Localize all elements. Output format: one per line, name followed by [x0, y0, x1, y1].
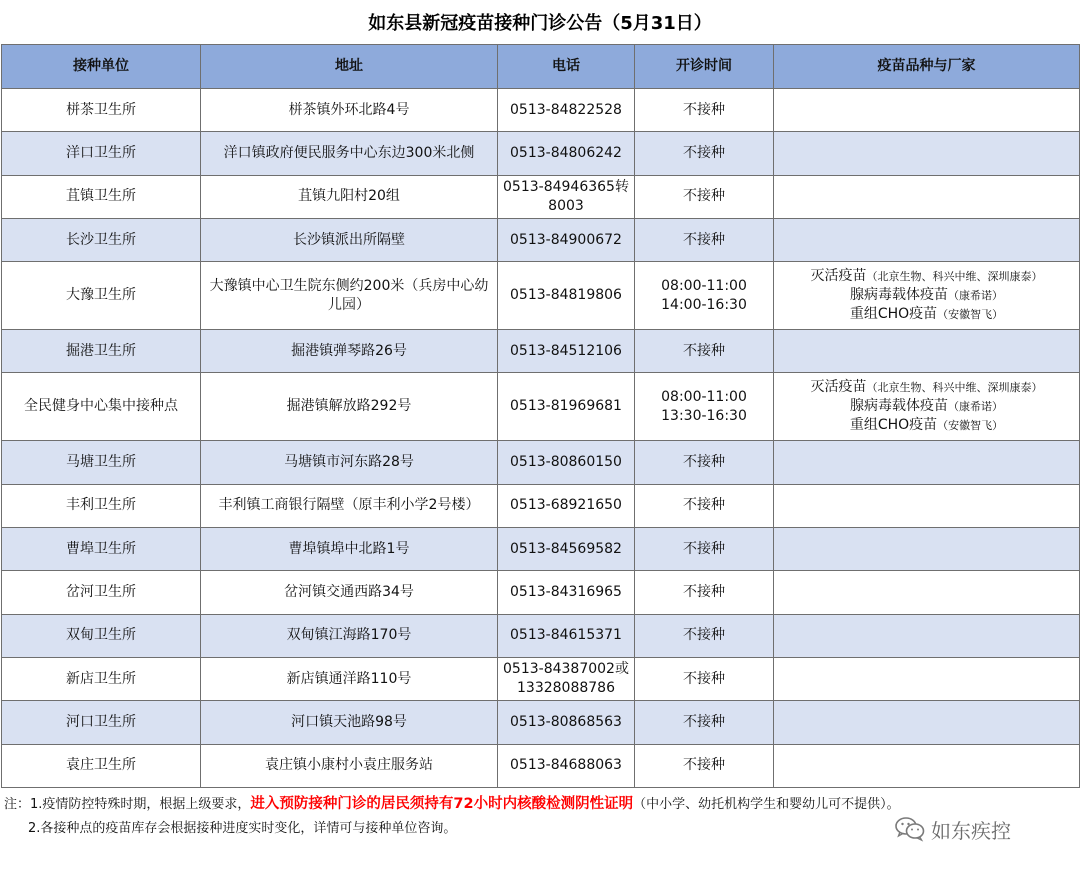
cell-vaccines	[774, 175, 1080, 218]
cell-phone: 0513-80860150	[498, 441, 635, 484]
watermark-text: 如东疾控	[931, 818, 1011, 843]
cell-phone: 0513-84822528	[498, 89, 635, 132]
cell-address: 双甸镇江海路170号	[201, 614, 498, 657]
cell-unit: 袁庄卫生所	[2, 744, 201, 787]
cell-address: 掘港镇弹琴路26号	[201, 330, 498, 373]
vaccine-line	[778, 397, 1075, 416]
cell-vaccines	[774, 657, 1080, 700]
cell-hours: 不接种	[635, 330, 774, 373]
page-title: 如东县新冠疫苗接种门诊公告（5月31日）	[368, 13, 712, 34]
cell-unit: 河口卫生所	[2, 701, 201, 744]
cell-vaccines	[774, 262, 1080, 330]
cell-unit: 掘港卫生所	[2, 330, 201, 373]
footnote-1	[4, 790, 1080, 814]
vaccine-line	[778, 305, 1075, 324]
cell-vaccines	[774, 484, 1080, 527]
cell-vaccines	[774, 528, 1080, 571]
wechat-icon	[895, 816, 925, 842]
table-row	[2, 89, 1080, 132]
vaccine-maker: （安徽智飞）	[937, 308, 1004, 322]
cell-unit: 岔河卫生所	[2, 571, 201, 614]
footnote-1-suffix: （中小学、幼托机构学生和婴幼儿可不提供）。	[633, 796, 900, 812]
table-row	[2, 614, 1080, 657]
cell-unit: 曹埠卫生所	[2, 528, 201, 571]
cell-address: 河口镇天池路98号	[201, 701, 498, 744]
cell-hours: 不接种	[635, 441, 774, 484]
column-header-vaccines: 疫苗品种与厂家	[774, 45, 1080, 89]
cell-phone: 0513-84387002或13328088786	[498, 657, 635, 700]
table-row	[2, 484, 1080, 527]
cell-address: 洋口镇政府便民服务中心东边300米北侧	[201, 132, 498, 175]
cell-hours: 不接种	[635, 484, 774, 527]
vaccine-name: 腺病毒载体疫苗	[850, 287, 948, 304]
cell-address: 苴镇九阳村20组	[201, 175, 498, 218]
cell-vaccines	[774, 441, 1080, 484]
table-row	[2, 373, 1080, 441]
cell-phone: 0513-84688063	[498, 744, 635, 787]
cell-vaccines	[774, 744, 1080, 787]
cell-vaccines	[774, 218, 1080, 261]
cell-unit: 大豫卫生所	[2, 262, 201, 330]
clinic-schedule-table	[1, 44, 1080, 788]
cell-phone: 0513-84806242	[498, 132, 635, 175]
cell-hours: 不接种	[635, 89, 774, 132]
cell-address: 丰利镇工商银行隔壁（原丰利小学2号楼）	[201, 484, 498, 527]
footnote-1-text: 1.疫情防控特殊时期，根据上级要求，	[30, 796, 251, 812]
vaccine-name: 腺病毒载体疫苗	[850, 398, 948, 415]
cell-hours: 不接种	[635, 571, 774, 614]
vaccine-maker: （北京生物、科兴中维、深圳康泰）	[866, 270, 1043, 284]
vaccine-name: 灭活疫苗	[810, 379, 867, 396]
cell-unit: 双甸卫生所	[2, 614, 201, 657]
column-header-hours: 开诊时间	[635, 45, 774, 89]
table-row	[2, 657, 1080, 700]
cell-hours: 不接种	[635, 132, 774, 175]
cell-phone: 0513-84316965	[498, 571, 635, 614]
table-row	[2, 330, 1080, 373]
vaccine-maker: （安徽智飞）	[937, 419, 1004, 433]
cell-address: 掘港镇解放路292号	[201, 373, 498, 441]
cell-address: 长沙镇派出所隔壁	[201, 218, 498, 261]
table-row	[2, 701, 1080, 744]
cell-address: 大豫镇中心卫生院东侧约200米（兵房中心幼儿园）	[201, 262, 498, 330]
cell-vaccines	[774, 701, 1080, 744]
vaccine-name: 重组CHO疫苗	[849, 417, 938, 434]
cell-address: 马塘镇市河东路28号	[201, 441, 498, 484]
cell-address: 曹埠镇埠中北路1号	[201, 528, 498, 571]
table-row	[2, 441, 1080, 484]
cell-phone: 0513-84900672	[498, 218, 635, 261]
cell-hours: 不接种	[635, 528, 774, 571]
cell-unit: 栟茶卫生所	[2, 89, 201, 132]
column-header-unit: 接种单位	[2, 45, 201, 89]
cell-vaccines	[774, 89, 1080, 132]
cell-unit: 长沙卫生所	[2, 218, 201, 261]
cell-unit: 马塘卫生所	[2, 441, 201, 484]
cell-vaccines	[774, 330, 1080, 373]
table-row	[2, 132, 1080, 175]
table-row	[2, 218, 1080, 261]
cell-address: 新店镇通洋路110号	[201, 657, 498, 700]
cell-address: 岔河镇交通西路34号	[201, 571, 498, 614]
footnote-2: 2.各接种点的疫苗库存会根据接种进度实时变化，详情可与接种单位咨询。	[28, 820, 457, 836]
vaccine-line	[778, 378, 1075, 397]
cell-hours: 不接种	[635, 175, 774, 218]
vaccine-name: 重组CHO疫苗	[849, 306, 938, 323]
cell-hours: 不接种	[635, 657, 774, 700]
cell-hours: 不接种	[635, 218, 774, 261]
column-header-phone: 电话	[498, 45, 635, 89]
vaccine-name: 灭活疫苗	[810, 268, 867, 285]
cell-phone: 0513-80868563	[498, 701, 635, 744]
cell-phone: 0513-84569582	[498, 528, 635, 571]
cell-vaccines	[774, 132, 1080, 175]
cell-phone: 0513-81969681	[498, 373, 635, 441]
footnote-1-highlight: 进入预防接种门诊的居民须持有72小时内核酸检测阴性证明	[250, 795, 634, 812]
vaccine-maker: （北京生物、科兴中维、深圳康泰）	[866, 381, 1043, 395]
cell-vaccines	[774, 614, 1080, 657]
cell-phone: 0513-68921650	[498, 484, 635, 527]
cell-phone: 0513-84512106	[498, 330, 635, 373]
cell-hours: 不接种	[635, 744, 774, 787]
cell-hours: 不接种	[635, 701, 774, 744]
cell-address: 栟茶镇外环北路4号	[201, 89, 498, 132]
table-row	[2, 744, 1080, 787]
column-header-address: 地址	[201, 45, 498, 89]
cell-address: 袁庄镇小康村小袁庄服务站	[201, 744, 498, 787]
cell-phone: 0513-84615371	[498, 614, 635, 657]
cell-hours: 不接种	[635, 614, 774, 657]
table-header-row	[2, 45, 1080, 89]
vaccine-line	[778, 267, 1075, 286]
cell-unit: 新店卫生所	[2, 657, 201, 700]
table-row	[2, 571, 1080, 614]
cell-vaccines	[774, 373, 1080, 441]
vaccine-maker: （康希诺）	[948, 289, 1003, 303]
cell-unit: 丰利卫生所	[2, 484, 201, 527]
table-row	[2, 528, 1080, 571]
cell-unit: 全民健身中心集中接种点	[2, 373, 201, 441]
table-row	[2, 175, 1080, 218]
vaccine-line	[778, 286, 1075, 305]
cell-vaccines	[774, 571, 1080, 614]
cell-phone: 0513-84819806	[498, 262, 635, 330]
cell-hours: 08:00-11:00 14:00-16:30	[635, 262, 774, 330]
footnote-prefix: 注：	[4, 796, 31, 812]
cell-unit: 苴镇卫生所	[2, 175, 201, 218]
vaccine-maker: （康希诺）	[948, 400, 1003, 414]
cell-hours: 08:00-11:00 13:30-16:30	[635, 373, 774, 441]
cell-unit: 洋口卫生所	[2, 132, 201, 175]
watermark	[895, 812, 1011, 846]
cell-phone: 0513-84946365转8003	[498, 175, 635, 218]
vaccine-line	[778, 416, 1075, 435]
table-row	[2, 262, 1080, 330]
